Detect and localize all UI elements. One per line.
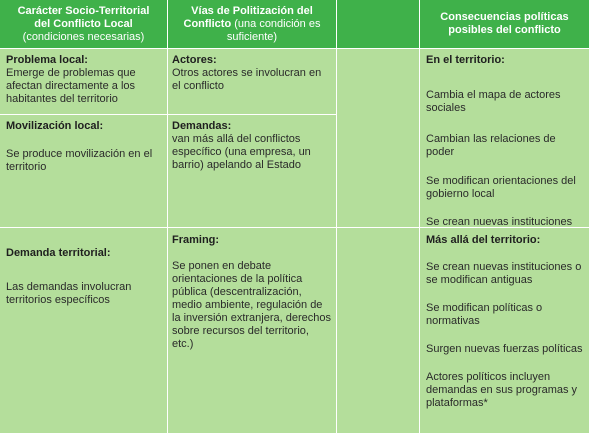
demanda-title: Demanda territorial: bbox=[6, 247, 111, 259]
row-divider bbox=[0, 114, 336, 115]
demandas-title: Demandas: bbox=[172, 120, 232, 132]
territorio-item: Cambian las relaciones de poder bbox=[426, 133, 556, 158]
header-consecuencias-line2: posibles del conflicto bbox=[448, 24, 561, 36]
cell-problema-local bbox=[6, 54, 162, 106]
movilizacion-text: Se produce movilización en el territorio bbox=[6, 148, 153, 173]
actores-text: Otros actores se involucran en el conflicto bbox=[172, 67, 322, 92]
row-divider bbox=[0, 48, 589, 49]
demanda-text: Las demandas involucran territorios específicos bbox=[6, 281, 132, 306]
header-vias-line1: Vías de Politización del bbox=[191, 4, 313, 17]
header-consecuencias bbox=[420, 0, 589, 48]
mas-alla-item: Se modifican políticas o normativas bbox=[426, 302, 543, 327]
header-vias bbox=[168, 0, 336, 48]
header-caracter-line1: Carácter Socio-Territorial bbox=[17, 4, 150, 17]
header-vias-line2: Conflicto bbox=[183, 17, 232, 30]
mas-alla-title: Más allá del territorio: bbox=[426, 234, 541, 246]
territorio-title: En el territorio: bbox=[426, 54, 505, 66]
column-divider bbox=[419, 0, 420, 433]
framing-title: Framing: bbox=[172, 234, 220, 246]
cell-mas-alla-territorio bbox=[426, 234, 586, 410]
header-caracter-sub: (condiciones necesarias) bbox=[22, 30, 145, 43]
territorio-item: Cambia el mapa de actores sociales bbox=[426, 89, 561, 114]
demandas-text: van más allá del conflictos específico (una empresa, un barrio) apelando al Estado bbox=[172, 133, 311, 171]
header-caracter-line2: del Conflicto Local bbox=[34, 17, 133, 30]
header-empty bbox=[337, 0, 419, 48]
problema-text: Emerge de problemas que afectan directamente a los habitantes del territorio bbox=[6, 67, 136, 105]
cell-movilizacion-local bbox=[6, 120, 164, 174]
territorio-item: Se crean nuevas instituciones bbox=[426, 216, 573, 228]
cell-framing bbox=[172, 234, 332, 351]
cell-demanda-territorial bbox=[6, 247, 156, 307]
header-caracter bbox=[0, 0, 167, 48]
header-vias-sub: (una condición es suficiente) bbox=[226, 17, 321, 43]
cell-actores bbox=[172, 54, 330, 93]
movilizacion-title: Movilización local: bbox=[6, 120, 104, 132]
territorio-item: Se modifican orientaciones del gobierno local bbox=[426, 175, 576, 200]
mas-alla-item: Se crean nuevas instituciones o se modifican antiguas bbox=[426, 261, 582, 286]
column-divider bbox=[167, 0, 168, 433]
mas-alla-item: Actores políticos incluyen demandas en sus programas y plataformas* bbox=[426, 371, 578, 409]
cell-en-el-territorio bbox=[426, 54, 586, 229]
column-divider bbox=[336, 0, 337, 433]
problema-title: Problema local: bbox=[6, 54, 88, 66]
header-consecuencias-line1: Consecuencias políticas bbox=[440, 11, 569, 23]
framing-text: Se ponen en debate orientaciones de la política pública (descentralización, medio ambiente, regulación de la inversión extranjera, derechos sobre recursos del territorio, etc.) bbox=[172, 260, 331, 350]
mas-alla-item: Surgen nuevas fuerzas políticas bbox=[426, 343, 583, 355]
actores-title: Actores: bbox=[172, 54, 217, 66]
cell-demandas bbox=[172, 120, 332, 172]
